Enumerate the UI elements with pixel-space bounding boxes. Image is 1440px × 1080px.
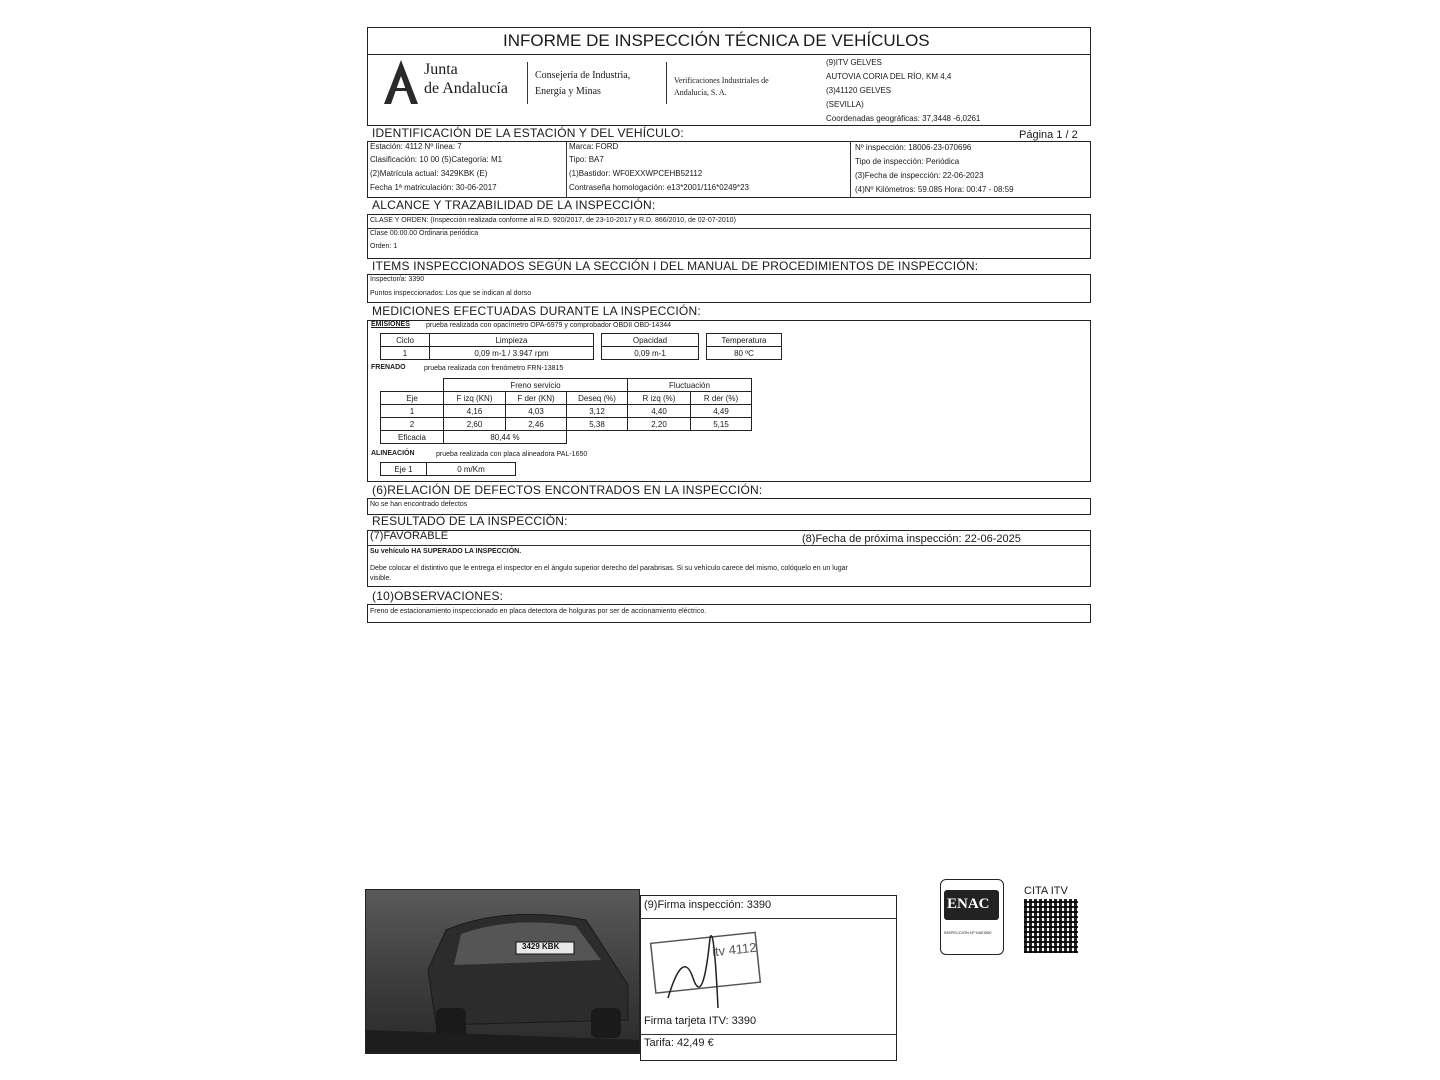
enac-label: ENAC	[947, 896, 990, 912]
emis-value: 80 ºC	[707, 347, 782, 360]
mediciones-title: MEDICIONES EFECTUADAS DURANTE LA INSPECCIÓN:	[372, 304, 701, 318]
observaciones-title: (10)OBSERVACIONES:	[372, 589, 504, 603]
alcance-divider	[367, 228, 1091, 229]
ident-col2: (1)Bastidor: WF0EXXWPCEHB52112	[569, 169, 703, 178]
favorable-label: (7)FAVORABLE	[370, 530, 449, 542]
ident-col3: Nº inspección: 18006-23-070696	[855, 143, 972, 152]
freno-cell: 4,40	[628, 405, 691, 418]
alcance-line1: CLASE Y ORDEN: (Inspección realizada conforme al R.D. 920/2017, de 23-10-2017 y R.D. 866/2010, de 02-07-2010)	[370, 217, 736, 224]
enac-sub: INSPECCIÓN Nº 54/EI050	[944, 930, 992, 935]
freno-cell: 1	[381, 405, 444, 418]
blank-cell	[567, 431, 752, 444]
freno-cell: 3,12	[567, 405, 628, 418]
dept-line2: Energía y Minas	[535, 86, 601, 97]
freno-cell: 2,60	[444, 418, 506, 431]
emis-header: Ciclo	[381, 334, 430, 347]
document-title: INFORME DE INSPECCIÓN TÉCNICA DE VEHÍCULOS	[503, 31, 930, 50]
freno-header: R izq (%)	[628, 392, 691, 405]
enac-logo-icon	[940, 879, 1004, 955]
freno-cell: 2	[381, 418, 444, 431]
alineacion-text: prueba realizada con placa alineadora PAL-1650	[436, 451, 588, 458]
freno-cell: 4,03	[506, 405, 567, 418]
emis-header: Temperatura	[707, 334, 782, 347]
ident-col2: Tipo: BA7	[569, 155, 604, 164]
items-line1: Inspector/a: 3390	[370, 276, 425, 283]
ident-col1: Fecha 1ª matriculación: 30-06-2017	[370, 183, 497, 192]
table-row	[381, 405, 752, 418]
car-icon	[366, 890, 639, 1053]
frenado-table	[380, 378, 752, 444]
logo-line1: Junta	[424, 61, 458, 78]
emisiones-text: prueba realizada con opacímetro OPA-6979 y comprobador OBDII OBD-14344	[426, 322, 671, 329]
station-line: (9)ITV GELVES	[826, 58, 882, 67]
resultado-line3: visible.	[370, 575, 392, 582]
eficacia-value: 80,44 %	[444, 431, 567, 444]
observaciones-text: Freno de estacionamiento inspeccionado en placa detectora de holguras por ser de accionamiento eléctrico.	[370, 608, 707, 615]
freno-cell: 4,16	[444, 405, 506, 418]
resultado-divider	[367, 545, 1091, 546]
emis-value: 1	[381, 347, 430, 360]
identificacion-title: IDENTIFICACIÓN DE LA ESTACIÓN Y DEL VEHÍCULO:	[372, 126, 684, 140]
eje-value: 0 m/Km	[427, 463, 516, 476]
emis-value: 0,09 m-1	[602, 347, 699, 360]
freno-servicio-header: Freno servicio	[444, 379, 628, 392]
alcance-title: ALCANCE Y TRAZABILIDAD DE LA INSPECCIÓN:	[372, 198, 656, 212]
col-divider	[566, 141, 567, 198]
resultado-line2: Debe colocar el distintivo que le entrega el inspector en el ángulo superior derecho del parabrisas. Si su vehículo carece del mismo, colóquelo en un lugar	[370, 565, 848, 572]
freno-cell: 2,20	[628, 418, 691, 431]
freno-header: F der (KN)	[506, 392, 567, 405]
eficacia-label: Eficacia	[381, 431, 444, 444]
alineacion-table	[380, 462, 516, 476]
station-line: Coordenadas geográficas: 37,3448 -6,0261	[826, 114, 981, 123]
station-line: (SEVILLA)	[826, 100, 864, 109]
signature-divider	[640, 918, 897, 919]
ident-col3: (4)Nº Kilómetros: 59.085 Hora: 00:47 - 08:59	[855, 185, 1014, 194]
firma-inspeccion: (9)Firma inspección: 3390	[644, 899, 772, 911]
items-box	[367, 274, 1091, 303]
emis-value: 0,09 m-1 / 3.947 rpm	[430, 347, 594, 360]
ident-col1: (2)Matrícula actual: 3429KBK (E)	[370, 169, 488, 178]
logo-line2: de Andalucía	[424, 80, 508, 97]
qr-code-icon[interactable]	[1024, 899, 1078, 953]
cita-itv-label: CITA ITV	[1024, 885, 1068, 897]
frenado-label: FRENADO	[371, 364, 406, 371]
license-plate: 3429 KBK	[522, 942, 560, 951]
freno-header: Eje	[381, 392, 444, 405]
proxima-inspeccion: (8)Fecha de próxima inspección: 22-06-2025	[802, 533, 1021, 545]
dept-line1: Consejería de Industria,	[535, 70, 631, 81]
defectos-box	[367, 498, 1091, 515]
freno-cell: 5,15	[691, 418, 752, 431]
freno-cell: 2,46	[506, 418, 567, 431]
temperatura-table	[706, 333, 782, 360]
ident-col2: Marca: FORD	[569, 142, 619, 151]
table-row	[381, 418, 752, 431]
resultado-line1: Su vehículo HA SUPERADO LA INSPECCIÓN.	[370, 548, 522, 555]
freno-cell: 4,49	[691, 405, 752, 418]
alcance-line3: Orden: 1	[370, 243, 398, 250]
col-divider	[850, 141, 851, 198]
freno-cell: 5,38	[567, 418, 628, 431]
items-line2: Puntos inspeccionados: Los que se indican al dorso	[370, 290, 532, 297]
vehicle-photo	[365, 889, 640, 1054]
emisiones-table	[380, 333, 594, 360]
emis-header: Limpieza	[430, 334, 594, 347]
ident-col1: Clasificación: 10 00 (5)Categoría: M1	[370, 155, 503, 164]
table-row	[381, 431, 752, 444]
signature-divider	[640, 1034, 897, 1035]
alcance-line2: Clase 00.00.00 Ordinaria periódica	[370, 230, 479, 237]
fluctuacion-header: Fluctuación	[628, 379, 752, 392]
junta-logo-icon	[382, 58, 420, 111]
emisiones-label: EMISIONES	[371, 321, 410, 328]
company-line1: Verificaciones Industriales de	[674, 76, 769, 85]
ident-col2: Contraseña homologación: e13*2001/116*0249*23	[569, 183, 749, 192]
alineacion-label: ALINEACIÓN	[371, 450, 415, 457]
company-line2: Andalucía, S. A.	[674, 88, 727, 97]
resultado-title: RESULTADO DE LA INSPECCIÓN:	[372, 514, 568, 528]
emis-header: Opacidad	[602, 334, 699, 347]
header-divider	[666, 62, 667, 104]
header-divider	[527, 62, 528, 104]
items-title: ITEMS INSPECCIONADOS SEGÚN LA SECCIÓN I DEL MANUAL DE PROCEDIMIENTOS DE INSPECCIÓN:	[372, 259, 979, 273]
tarifa: Tarifa: 42,49 €	[644, 1037, 714, 1049]
freno-header: F izq (KN)	[444, 392, 506, 405]
freno-header: Deseq (%)	[567, 392, 628, 405]
page-number: Página 1 / 2	[1019, 129, 1078, 141]
defectos-title: (6)RELACIÓN DE DEFECTOS ENCONTRADOS EN LA INSPECCIÓN:	[372, 483, 763, 497]
blank-cell	[381, 379, 444, 392]
ident-col3: Tipo de inspección: Periódica	[855, 157, 960, 166]
station-line: AUTOVIA CORIA DEL RÍO, KM 4,4	[826, 72, 952, 81]
ident-col3: (3)Fecha de inspección: 22-06-2023	[855, 171, 984, 180]
eje-label: Eje 1	[381, 463, 427, 476]
ident-col1: Estación: 4112 Nº línea: 7	[370, 142, 462, 151]
station-line: (3)41120 GELVES	[826, 86, 892, 95]
freno-header: R der (%)	[691, 392, 752, 405]
frenado-text: prueba realizada con frenómetro FRN-13815	[424, 365, 564, 372]
firma-tarjeta: Firma tarjeta ITV: 3390	[644, 1015, 757, 1027]
defectos-text: No se han encontrado defectos	[370, 501, 468, 508]
stamp-text: itv 4112	[711, 939, 758, 960]
opacidad-table	[601, 333, 699, 360]
